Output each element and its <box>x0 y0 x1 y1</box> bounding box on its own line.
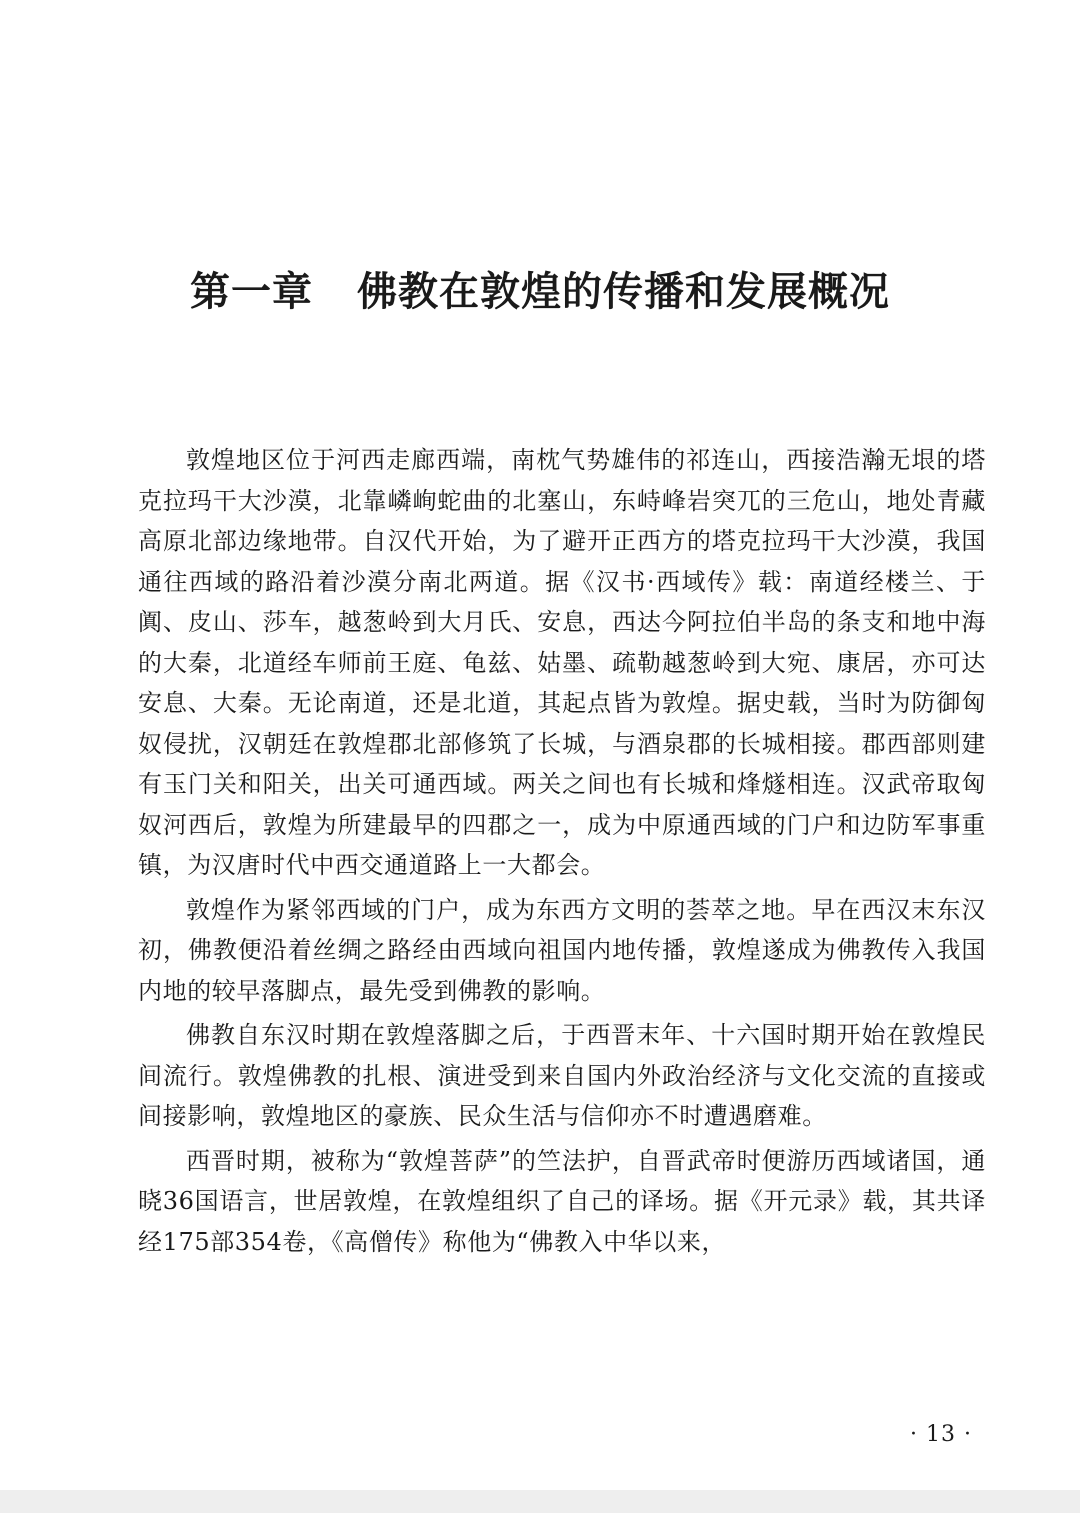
chapter-body <box>138 440 986 1266</box>
chapter-number: 第一章 <box>190 268 313 315</box>
chapter-title-text: 佛教在敦煌的传播和发展概况 <box>357 268 890 315</box>
paragraph-3: 佛教自东汉时期在敦煌落脚之后，于西晋末年、十六国时期开始在敦煌民间流行。敦煌佛教的扎根、演进受到来自国内外政治经济与文化交流的直接或间接影响，敦煌地区的豪族、民众生活与信仰亦不时遭遇磨难。 <box>138 1021 986 1130</box>
chapter-title <box>0 264 1080 320</box>
bottom-margin-strip <box>0 1490 1080 1513</box>
paragraph-4: 西晋时期，被称为“敦煌菩萨”的竺法护，自晋武帝时便游历西域诸国，通晓36国语言，世居敦煌，在敦煌组织了自己的译场。据《开元录》载，其共译经175部354卷，《高僧传》称他为“佛教入中华以来， <box>138 1146 986 1256</box>
paragraph-1: 敦煌地区位于河西走廊西端，南枕气势雄伟的祁连山，西接浩瀚无垠的塔克拉玛干大沙漠，北靠嶙峋蛇曲的北塞山，东峙峰岩突兀的三危山，地处青藏高原北部边缘地带。自汉代开始，为了避开正西方的塔克拉玛干大沙漠，我国通往西域的路沿着沙漠分南北两道。据《汉书·西域传》载：南道经楼兰、于阗、皮山、莎车，越葱岭到大月氏、安息，西达今阿拉伯半岛的条支和地中海的大秦，北道经车师前王庭、龟兹、姑墨、疏勒越葱岭到大宛、康居，亦可达安息、大秦。无论南道，还是北道，其起点皆为敦煌。据史载，当时为防御匈奴侵扰，汉朝廷在敦煌郡北部修筑了长城，与酒泉郡的长城相接。郡西部则建有玉门关和阳关，出关可通西域。两关之间也有长城和烽燧相连。汉武帝取匈奴河西后，敦煌为所建最早的四郡之一，成为中原通西域的门户和边防军事重镇，为汉唐时代中西交通道路上一大都会。 <box>138 446 986 879</box>
page-number: · 13 · <box>910 1422 972 1447</box>
paragraph-2: 敦煌作为紧邻西域的门户，成为东西方文明的荟萃之地。早在西汉末东汉初，佛教便沿着丝绸之路经由西域向祖国内地传播，敦煌遂成为佛教传入我国内地的较早落脚点，最先受到佛教的影响。 <box>138 895 986 1005</box>
